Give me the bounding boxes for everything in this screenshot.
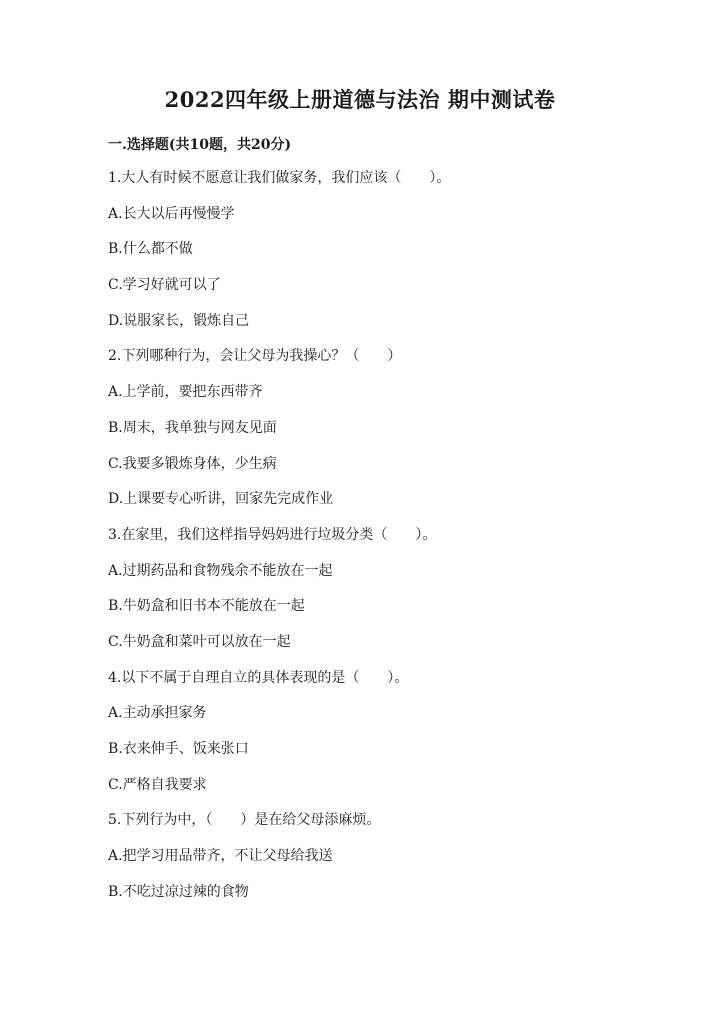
question-4: 4.以下不属于自理自立的具体表现的是（ ）。 <box>108 669 409 686</box>
question-5-option-b: B.不吃过凉过辣的食物 <box>108 883 249 900</box>
question-1-option-c: C.学习好就可以了 <box>108 277 221 294</box>
page-title: 2022四年级上册道德与法治 期中测试卷 <box>164 87 556 112</box>
question-3-option-c: C.牛奶盒和菜叶可以放在一起 <box>108 633 291 650</box>
question-1-option-a: A.长大以后再慢慢学 <box>108 205 235 222</box>
question-2-option-d: D.上课要专心听讲，回家先完成作业 <box>108 491 334 508</box>
question-list <box>108 170 668 919</box>
question-4-option-a: A.主动承担家务 <box>108 705 207 722</box>
section-heading: 一.选择题(共10题，共20分) <box>108 137 292 153</box>
question-4-option-c: C.严格自我要求 <box>108 776 207 793</box>
question-1: 1.大人有时候不愿意让我们做家务，我们应该（ ）。 <box>108 170 451 186</box>
question-2-option-b: B.周末，我单独与网友见面 <box>108 419 277 436</box>
question-3-option-a: A.过期药品和食物残余不能放在一起 <box>108 562 333 579</box>
question-3-option-b: B.牛奶盒和旧书本不能放在一起 <box>108 598 305 615</box>
question-4-option-b: B.衣来伸手、饭来张口 <box>108 741 249 757</box>
question-5-option-a: A.把学习用品带齐，不让父母给我送 <box>108 848 333 865</box>
question-1-option-d: D.说服家长，锻炼自己 <box>108 312 250 329</box>
question-2-option-c: C.我要多锻炼身体，少生病 <box>108 455 277 472</box>
question-3: 3.在家里，我们这样指导妈妈进行垃圾分类（ ）。 <box>108 526 437 543</box>
question-2-option-a: A.上学前，要把东西带齐 <box>108 384 263 401</box>
question-2: 2.下列哪种行为，会让父母为我操心？（ ） <box>108 348 402 365</box>
question-5: 5.下列行为中，（ ）是在给父母添麻烦。 <box>108 812 381 829</box>
question-1-option-b: B.什么都不做 <box>108 241 193 258</box>
